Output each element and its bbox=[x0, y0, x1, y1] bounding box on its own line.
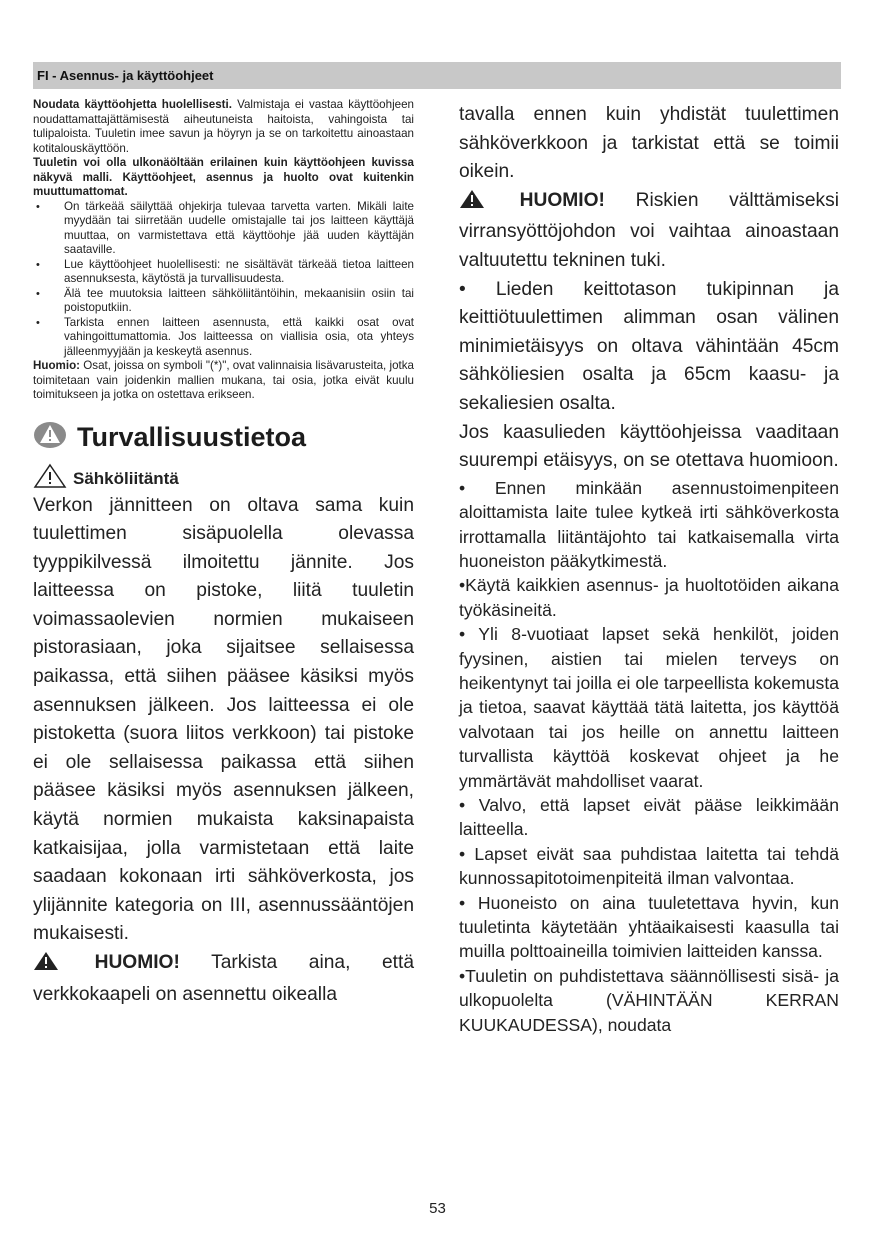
note-text: Osat, joissa on symboli "(*)", ovat valinnaisia lisävarusteita, jotka toimitetaan vain joidenkin mallien mukana, tai osia, jotka eivät kuulu toimitukseen ja jotka on ostettava erikseen. bbox=[33, 359, 414, 401]
list-item: • Lue käyttöohjeet huolellisesti: ne sisältävät tärkeää tietoa laitteen asennuksesta, käytöstä ja turvallisuudesta. bbox=[33, 258, 414, 287]
list-item: •Tuuletin on puhdistettava säännöllisesti sisä- ja ulkopuolelta (VÄHINTÄÄN KERRAN KUUKAUDESSA), noudata bbox=[459, 965, 839, 1035]
electrical-subheading bbox=[33, 466, 414, 492]
list-item: • Tarkista ennen laitteen asennusta, että kaikki osat ovat vahingoittumattomia. Jos laitteessa on viallisia osia, ota yhteys jälleenmyyjään ja keskeytä asennus. bbox=[33, 316, 414, 360]
warning-circle-icon bbox=[33, 420, 67, 455]
page-number: 53 bbox=[429, 1200, 446, 1217]
list-item: •Käytä kaikkien asennus- ja huoltotöiden aikana työkäsineitä. bbox=[459, 575, 839, 620]
list-item: • On tärkeää säilyttää ohjekirja tulevaa tarvetta varten. Mikäli laite myydään tai siirretään uudelle omistajalle tai jos laitteen käyttäjä muuttaa, on varmistettava että käyttöohje jää uuden käyttäjän saataville. bbox=[33, 200, 414, 258]
list-item: • Huoneisto on aina tuuletettava hyvin, kun tuuletinta käytetään yhtäaikaisesti kaasulla tai muilla polttoaineilla toimivien laitteiden kanssa. bbox=[459, 892, 839, 962]
note-label: Huomio: bbox=[33, 359, 81, 372]
safety-section-heading bbox=[33, 418, 414, 458]
warning-triangle-icon bbox=[459, 189, 485, 219]
right-body bbox=[459, 101, 839, 476]
distance-text: • Lieden keittotason tukipinnan ja keittiötuulettimen alimman osan välinen minimietäisyys on oltava vähintään 45cm sähköliesien osalta ja 65cm kaasu- ja sekaliesien osalta. bbox=[459, 278, 839, 414]
section-title: Turvallisuustietoa bbox=[77, 422, 307, 452]
intro-bullet-list bbox=[33, 200, 414, 360]
warning-triangle-icon bbox=[33, 463, 67, 494]
gas-text: Jos kaasulieden käyttöohjeissa vaaditaan suurempi etäisyys, on se otettava huomioon. bbox=[459, 421, 839, 472]
cable-warning bbox=[33, 949, 414, 1009]
list-item: • Yli 8-vuotiaat lapset sekä henkilöt, joiden fyysinen, aistien tai mielen terveys on heikentynyt tai joilla ei ole tarpeellista kokemusta ja tietoa, saavat käyttää tätä laitetta, jos käyttöä valvotaan tai jos heille on annettu laitteen turvallista käyttöä koskevat ohjeet ja he ymmärtävät mahdolliset vaarat. bbox=[459, 624, 839, 791]
safety-list bbox=[459, 476, 839, 1037]
header-title: FI - Asennus- ja käyttöohjeet bbox=[37, 68, 214, 83]
intro-bold: Noudata käyttöohjetta huolellisesti. bbox=[33, 98, 232, 111]
left-column bbox=[33, 98, 414, 1009]
intro-paragraph bbox=[33, 98, 414, 156]
model-note: Tuuletin voi olla ulkonäöltään erilainen kuin käyttöohjeen kuvissa näkyvä malli. Käyttöohjeet, asennus ja huolto ovat kuitenkin muuttumattomat. bbox=[33, 156, 414, 198]
warning-label: HUOMIO! bbox=[519, 189, 605, 211]
sub-title: Sähköliitäntä bbox=[73, 468, 179, 488]
list-item: • Lapset eivät saa puhdistaa laitetta tai tehdä kunnossapitotoimenpiteitä ilman valvontaa. bbox=[459, 843, 839, 889]
intro-text: Valmistaja ei vastaa käyttöohjeen noudattamattajättämisestä aiheutuneista haitoista, vahingoista tai tulipaloista. Tuuletin imee savun ja höyryn ja se on tarkoitettu ainoastaan kotitalouskäyttöön. bbox=[33, 98, 414, 155]
power-cord-warning bbox=[459, 187, 839, 276]
continuation-text: tavalla ennen kuin yhdistät tuulettimen sähköverkkoon ja tarkistat että se toimii oikein. bbox=[459, 104, 839, 183]
right-column bbox=[459, 101, 839, 1037]
electrical-body bbox=[33, 492, 414, 1010]
warning-text: Riskien välttämiseksi virransyöttöjohdon voi vaihtaa ainoastaan valtuutettu tekninen tuki. bbox=[459, 189, 839, 271]
warning-triangle-icon bbox=[33, 951, 59, 981]
electrical-text: Verkon jännitteen on oltava sama kuin tuulettimen sisäpuolella olevassa tyyppikilvessä ilmoitettu jännite. Jos laitteessa on pistoke, liitä tuuletin voimassaolevien normien mukaiseen pistorasiaan, joka sijaitsee sellaisessa paikassa, että siihen pääsee käsiksi myös asennuksen jälkeen. Jos laitteessa ei ole pistoketta (suora liitos verkkoon) tai pistoke ei ole sellaisessa paikassa että siihen pääsee käsiksi myös asennuksen jälkeen, käytä normien mukaista kaksinapaista katkaisijaa, jolla varmistetaan että laite saadaan kokonaan irti sähköverkosta, jos ylijännite kategoria on III, asennussääntöjen mukaisesti. bbox=[33, 494, 414, 945]
list-item: • Ennen minkään asennustoimenpiteen aloittamista laite tulee kytkeä irti sähköverkosta irrottamalla liitäntäjohto tai katkaisemalla virta huoneiston pääkytkimestä. bbox=[459, 477, 839, 571]
page-header bbox=[33, 62, 841, 89]
warning-text: Tarkista aina, että verkkokaapeli on asennettu oikealla bbox=[33, 952, 414, 1005]
optional-parts-note bbox=[33, 359, 414, 403]
intro-block bbox=[33, 98, 414, 403]
list-item: • Valvo, että lapset eivät pääse leikkimään laitteella. bbox=[459, 795, 839, 840]
warning-label: HUOMIO! bbox=[94, 952, 180, 973]
list-item: • Älä tee muutoksia laitteen sähköliitäntöihin, mekaanisiin osiin tai poistoputkiin. bbox=[33, 287, 414, 316]
